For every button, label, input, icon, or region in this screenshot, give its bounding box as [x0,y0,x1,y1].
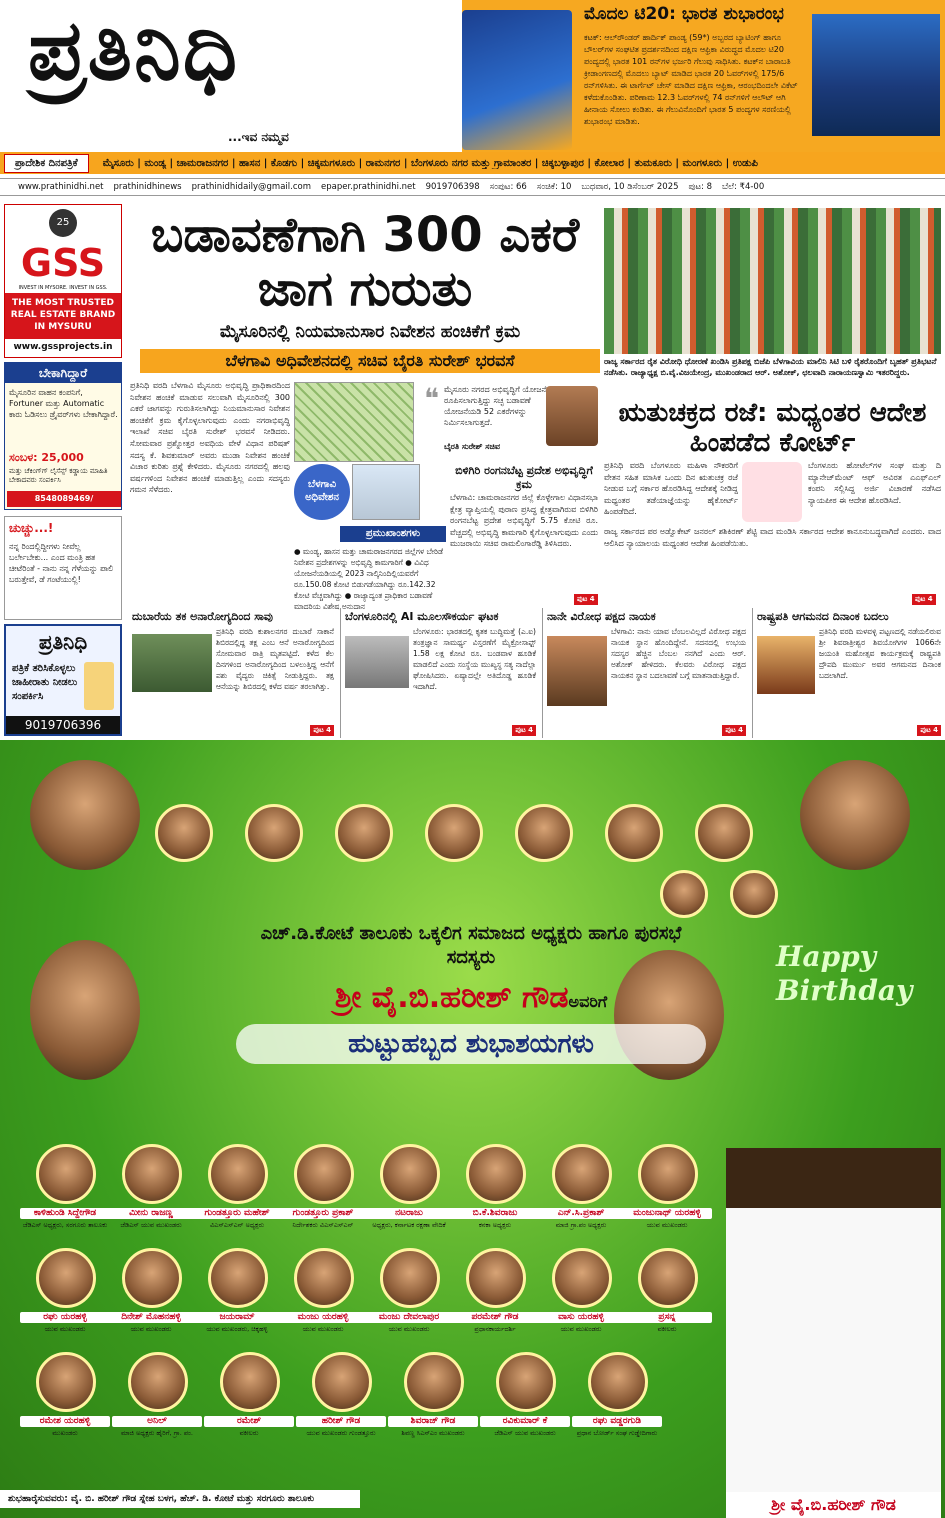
wisher-portrait [294,1144,354,1204]
page-tag[interactable]: ಪುಟ 4 [310,725,334,736]
wisher-portrait [208,1144,268,1204]
date: ಬುಧವಾರ, 10 ಡಿಸೆಂಬರ್ 2025 [581,182,679,192]
wisher-role: ಪ್ರಧಾನ ಬೋರ್ಡ್ ಸಂಘ ಗುಡ್ಡೇದಿಗಾರು [576,1429,658,1437]
price: ಬೆಲೆ: ₹4-00 [721,182,765,192]
portrait [515,804,573,862]
news-president[interactable] [752,608,945,738]
news-body: ಬೆಳಗಾವಿ: ನಾನು ಯಾವ ಬೆಂಬಲವಿಲ್ಲದೆ ವಿರೋಧ ಪಕ್ಷದ ನಾಯಕ ಸ್ಥಾನ ಹೊಂದಿದ್ದೇನೆ. ಸದನದಲ್ಲಿ ಉಭಯ ಸದಸ್ಯರ ಹೆಚ್ಚಿನ ಬೆಂಬಲ ನನಗಿದೆ ಎಂದು ಆರ್. ಅಶೋಕ್ ಹೇಳಿದರು. ಕೆಲವರು ವಿರೋಧ ಪಕ್ಷದ ನಾಯಕನ ಸ್ಥಾನ ಬದಲಾವಣೆ ಬಗ್ಗೆ ಮಾತನಾಡುತ್ತಿದ್ದಾರೆ. [611,627,746,680]
wisher-name: ಪ್ರಸನ್ನ [622,1312,712,1323]
page-tag[interactable]: ಪುಟ 4 [912,594,936,605]
leader-portrait [30,940,140,1080]
news-elephant[interactable] [128,608,338,738]
wisher-name: ಮಂಜುನಾಥ್ ಯರಹಳ್ಳಿ [622,1208,712,1219]
wisher-name: ಪರಮೇಶ್ ಗೌಡ [450,1312,540,1323]
wisher-portrait [220,1352,280,1412]
website-link[interactable]: www.prathinidhi.net [18,182,104,192]
subscription-ad-logo: ಪ್ರತಿನಿಧಿ [38,630,88,654]
wisher-portrait [638,1248,698,1308]
choku-body: ನನ್ನ ರಿಂದಲ್ಲಿದ್ದೀಗಳು ನೀವೆಲ್ಲ ಬರ್ಲೇಬೇಕು... ಎಂದ ಮಂತ್ರಿ ಹತ ಚೀಟೆರಿಂತೆ - ನಾನು ನನ್ನ ಗೆಳೆಯನ್ನು ಪಾಲಿ ಬರುತ್ತೇವೆ, ಡೆ ಗಂಟೆಯುಲ್ಲಿ! [9,542,114,584]
lead-subheadline-2: ಬೆಳಗಾವಿ ಅಧಿವೇಶನದಲ್ಲಿ ಸಚಿವ ಬೈರತಿ ಸುರೇಶ್ ಭರವಸೆ [140,349,600,373]
gss-logo: GSS [20,241,106,285]
wisher-name: ರಮೇಶ ಯರಹಳ್ಳಿ [20,1416,110,1427]
wisher-name: ರಮೇಶ್ [204,1416,294,1427]
wisher-name: ರಘು ಯರಹಳ್ಳಿ [20,1312,110,1323]
wisher-role: ಮುಖಂಡರು [52,1429,78,1437]
wisher-portrait [36,1352,96,1412]
newspaper-logo: ಪ್ರತಿನಿಧಿ [28,1,240,99]
happy-birthday-script: Happy Birthday [776,940,913,1007]
wisher-name: ಅನಿಲ್ [112,1416,202,1427]
wisher-name: ಶಿವರಾಜ್ ಗೌಡ [388,1416,478,1427]
gss-trust-banner: THE MOST TRUSTED REAL ESTATE BRAND IN MYSURU [5,293,121,339]
lead-headline[interactable]: ಬಡಾವಣೆಗಾಗಿ 300 ಎಕರೆ ಜಾಗ ಗುರುತು [150,207,580,317]
wishers-footer: ಶುಭಹಾರೈಸುವವರು: ವೈ. ಬಿ. ಹರೀಶ್ ಗೌಡ ಸ್ನೇಹ ಬಳಗ, ಹೆಚ್. ಡಿ. ಕೋಟೆ ಮತ್ತು ಸರಗೂರು ತಾಲೂಕು [0,1490,360,1508]
wisher-portrait [496,1352,556,1412]
email-link[interactable]: prathinidhidaily@gmail.com [191,182,311,192]
wisher-role: ಜೆಡಿಎಸ್ ಯುವ ಮುಖಂಡರು [120,1221,182,1229]
wisher-name: ಹರೀಶ್ ಗೌಡ [296,1416,386,1427]
cycle-leave-body-2: ಬೆಂಗಳೂರು ಹೋಟೆಲ್‌ಗಳ ಸಂಘ ಮತ್ತು ದಿ ಮ್ಯಾನೇಜ್‌ಮೆಂಟ್ ಆಫ್ ಅವಿರತ ಎಎಫ್‌ಎಲ್ ಕಂಪನಿ ಸಲ್ಲಿಸಿದ್ದ ಅರ್ಜಿ ವಿಚಾರಣೆ ನಡೆಸಿದ ನ್ಯಾಯಪೀಠ ಈ ಆದೇಶ ಹೊರಡಿಸಿದೆ. [808,461,941,505]
meeting-photo [345,636,409,688]
job-ad-body: ಮೈಸೂರಿನ ವಾಹನ ಕಂಪನಿಗೆ, Fortuner ಮತ್ತು Automatic ಕಾರು ಓಡಿಸಲು ಡ್ರೈವರ್‌ಗಳು ಬೇಕಾಗಿದ್ದಾರೆ. [9,388,118,419]
job-ad-phone: 8548089469/ 9164946160 [7,491,121,507]
wisher-portrait [552,1248,612,1308]
biligiri-body: ಬೆಳಗಾವಿ: ಚಾಮರಾಜನಗರ ಜಿಲ್ಲೆ ಕೊಳ್ಳೇಗಾಲ ವಿಧಾನಸಭಾ ಕ್ಷೇತ್ರ ವ್ಯಾಪ್ತಿಯಲ್ಲಿ ಪುರಾಣ ಪ್ರಸಿದ್ಧ ಕ್ಷೇತ್ರವಾಗಿರುವ ಬಿಳಿಗಿರಿ ರಂಗನಬೆಟ್ಟ ಪ್ರದೇಶ ಅಭಿವೃದ್ಧಿಗೆ 5.75 ಕೋಟಿ ರೂ. ವೆಚ್ಚದಲ್ಲಿ ಅಭಿವೃದ್ಧಿ ಕಾಮಗಾರಿ ಕೈಗೊಳ್ಳಲಾಗುವುದು ಎಂದು ಮುಜರಾಯಿ ಸಚಿವ ರಾಮಲಿಂಗಾರೆಡ್ಡಿ ತಿಳಿಸಿದರು. [450,493,598,549]
wisher-role: ಯುವ ಮುಖಂಡರು, ಚಿಕ್ಕಹಳ್ಳಿ [206,1325,268,1333]
job-ad-extra: ಮತ್ತು ಚೆಕಿಂಗ್‌ಗ್ ಲೈಸೆನ್ಸ್ ಕಡ್ಡಾಯ ಮಾಹಿತಿ ಬೇಕಾದವರು ಸಂಪರ್ಕಿಸಿ [9,467,108,484]
wisher-role: ಯುವ ಮುಖಂಡರು ಗುಂಡತ್ತೂರು [306,1429,376,1437]
news-headline[interactable]: ಬೆಂಗಳೂರಿನಲ್ಲಿ AI ಮೂಲಸೌಕರ್ಯ ಘಟಕ [345,610,499,623]
wisher-name: ಬಿ.ಕೆ.ಶಿವರಾಜು [450,1208,540,1219]
news-headline[interactable]: ನಾನೇ ವಿರೋಧ ಪಕ್ಷದ ನಾಯಕ [547,610,656,623]
masthead [0,0,945,152]
wisher-portrait [128,1352,188,1412]
issue: ಸಂಚಿಕೆ: 10 [536,182,572,192]
layout-aerial-image [294,382,414,462]
subscription-ad[interactable] [4,624,122,736]
wisher-portrait [208,1248,268,1308]
gss-subtitle: INVEST IN MYSORE. INVEST IN GSS. [18,285,108,291]
minister-photo [546,386,598,446]
wisher-role: ಜೆಡಿಎಸ್ ಅಧ್ಯಕ್ಷರು, ಸರಗೂರು ತಾಲೂಕು [22,1221,108,1229]
wisher-role: ವಕೀಲರು [239,1429,259,1437]
info-bar [0,178,945,196]
cycle-leave-headline[interactable]: ಋತುಚಕ್ರದ ರಜೆ: ಮಧ್ಯಂತರ ಆದೇಶ ಹಿಂಪಡೆದ ಕೋರ್ಟ್ [618,398,927,458]
subscription-ad-body: ಪತ್ರಿಕೆ ತರಿಸಿಕೊಳ್ಳಲು ಜಾಹೀರಾತು ನೀಡಲು ಸಂಪರ್ಕಿಸಿ [12,663,78,702]
wisher-role: ಯುವ ಮುಖಂಡರು [44,1325,86,1333]
news-body: ಪ್ರತಿನಿಧಿ ವರದಿ ಮಳವಳ್ಳಿ ಪಟ್ಟಣದಲ್ಲಿ ನಡೆಯಲಿರುವ ಶ್ರೀ ಶಿವರಾತ್ರೀಶ್ವರ ಶಿವಯೋಗಿಗಳ 1066ನೇ ಜಯಂತಿ ಮಹೋತ್ಸವ ಕಾರ್ಯಕ್ರಮಕ್ಕೆ ರಾಷ್ಟ್ರಪತಿ ದ್ರೌಪದಿ ಮುರ್ಮು ಅವರ ಆಗಮನದ ದಿನಾಂಕ ಬದಲಾಗಿದೆ. [819,627,941,680]
wisher-role: ಪ್ರಧಾನಕಾರ್ಯದರ್ಶಿ [474,1325,516,1333]
wisher-portrait [122,1144,182,1204]
protest-caption: ರಾಜ್ಯ ಸರ್ಕಾರದ ರೈತ ವಿರೋಧಿ ಧೋರಣೆ ಖಂಡಿಸಿ ಪ್ರತಿಪಕ್ಷ ಬಿಜೆಪಿ ಬೆಳಗಾವಿಯ ಮಾಲಿನಿ ಸಿಟಿ ಬಳಿ ರೈತರೊಂದಿಗೆ ಬೃಹತ್ ಪ್ರತಿಭಟನೆ ನಡೆಸಿತು. ರಾಜ್ಯಾಧ್ಯಕ್ಷ ಬಿ.ವೈ.ವಿಜಯೇಂದ್ರ, ಮುಖಂಡರಾದ ಆರ್. ಅಶೋಕ್, ಛಲವಾದಿ ನಾರಾಯಣಸ್ವಾಮಿ ಇತರರಿದ್ದರು. [604,357,937,377]
cycle-leave-body-3: ರಾಜ್ಯ ಸರ್ಕಾರದ ಪರ ಅಡ್ವೊಕೇಟ್ ಜನರಲ್ ಶಶಿಕಿರಣ್ ಶೆಟ್ಟಿ ವಾದ ಮಂಡಿಸಿ ಸರ್ಕಾರದ ಆದೇಶ ಕಾನೂನುಬದ್ಧವಾಗಿದೆ ಎಂದರು. ವಾದ ಆಲಿಸಿದ ನ್ಯಾಯಾಲಯ ಮಧ್ಯಂತರ ಆದೇಶ ಹಿಂಪಡೆಯಿತು. [604,527,941,548]
job-ad[interactable] [4,362,122,519]
gss-url[interactable]: www.gssprojects.in [13,342,113,352]
news-opposition[interactable] [542,608,750,738]
news-body: ಪ್ರತಿನಿಧಿ ವರದಿ ಕುಶಾಲನಗರ ದುಬಾರೆ ಸಾಕಾನೆ ಶಿಬಿರದಲ್ಲಿದ್ದ ತಕ್ಷ ಎಂಬ ಆನೆ ಅನಾರೋಗ್ಯದಿಂದ ಸೋಮವಾರ ರಾತ್ರಿ ಮೃತಪಟ್ಟಿದೆ. ಕಳೆದ ಕೆಲ ದಿನಗಳಿಂದ ಅನಾರೋಗ್ಯದಿಂದ ಬಳಲುತ್ತಿದ್ದ ಆನೆಗೆ ಪಶು ವೈದ್ಯರು ಚಿಕಿತ್ಸೆ ನೀಡುತ್ತಿದ್ದರು. ತಕ್ಷ ಆನೆಯನ್ನು ಶಿಬಿರದಲ್ಲಿ ಕಳೆದ ವರ್ಷ ತರಲಾಗಿತ್ತು. [216,627,334,691]
wisher-role: ಮಾಜಿ ಗ್ರಾ.ಪಂ ಅಧ್ಯಕ್ಷರು [555,1221,607,1229]
highlights-head: ಪ್ರಮುಖಾಂಶಗಳು [340,526,446,542]
news-headline[interactable]: ರಾಷ್ಟ್ರಪತಿ ಆಗಮನದ ದಿನಾಂಕ ಬದಲು [757,610,889,623]
wisher-name: ಎನ್.ಸಿ.ಪ್ರಕಾಶ್ [536,1208,626,1219]
wisher-name: ದಿನೇಶ್ ಮೊಹನಹಳ್ಳಿ [106,1312,196,1323]
district-bar [0,152,945,174]
newspaper-icon [84,662,114,710]
top-story-title[interactable]: ಮೊದಲ ಟಿ20: ಭಾರತ ಶುಭಾರಂಭ [584,4,784,24]
portrait [335,804,393,862]
wisher-portrait [122,1248,182,1308]
wisher-role: ಅಧ್ಯಕ್ಷರು, ಕರ್ನಾಟಕ ರಕ್ಷಣಾ ವೇದಿಕೆ [372,1221,446,1229]
page-tag[interactable]: ಪುಟ 4 [722,725,746,736]
biligiri-headline[interactable]: ಬಿಳಿಗಿರಿ ರಂಗನಬೆಟ್ಟ ಪ್ರದೇಶ ಅಭಿವೃದ್ಧಿಗೆ ಕ್ರಮ [455,464,593,491]
menstrual-illustration [742,462,802,522]
cricketer-photo [462,10,572,150]
wisher-name: ಜಯರಾಮ್ [192,1312,282,1323]
choku-box [4,516,122,620]
job-ad-salary: ಸಂಬಳ: 25,000 [9,451,84,464]
team-photo [812,14,940,136]
elephant-photo [132,634,212,692]
wisher-role: ಮಾಜಿ ಅಧ್ಯಕ್ಷರು ಹೈರಿಗೆ, ಗ್ರಾ. ಪಂ. [121,1429,193,1437]
suvarna-soudha-image [352,464,420,520]
wisher-portrait [552,1144,612,1204]
wisher-portrait [466,1144,526,1204]
birthday-avarige: ಅವರಿಗೆ [568,992,608,1011]
hero-portrait [726,1148,941,1498]
hero-name: ಶ್ರೀ ವೈ.ಬಿ.ಹರೀಶ್ ಗೌಡ [726,1492,941,1518]
wisher-name: ಗುಂಡತ್ತೂರು ಪ್ರಕಾಶ್ [278,1208,368,1219]
lead-body: ಪ್ರತಿನಿಧಿ ವರದಿ ಬೆಳಗಾವಿ ಮೈಸೂರು ಅಭಿವೃದ್ಧಿ ಪ್ರಾಧಿಕಾರದಿಂದ ನಿವೇಶನ ಹಂಚಿಕೆ ಮಾಡುವ ಸಲುವಾಗಿ ಮೈಸೂರಿನಲ್ಲಿ 300 ಎಕರೆ ಜಾಗವನ್ನು ಗುರುತಿಸಲಾಗಿದ್ದು ನಿಯಮಾನುಸಾರ ನಿವೇಶನ ಹಂಚಿಕೆಗೆ ಕ್ರಮ ಕೈಗೊಳ್ಳಲಾಗುವುದು ಎಂದು ನಗರಾಭಿವೃದ್ಧಿ ಇಲಾಖೆ ಸಚಿವ ಬೈರತಿ ಸುರೇಶ್ ಭರವಸೆ ನೀಡಿದರು. ಸೋಮವಾರ ಪ್ರಶ್ನೋತ್ತರ ಅವಧಿಯ ವೇಳೆ ವಿಧಾನ ಪರಿಷತ್ ಸದಸ್ಯ ಕೆ. ಶಿವಕುಮಾರ್ ಅವರು ಮುಡಾ ನಿವೇಶನ ಹಂಚಿಕೆ ವಿಚಾರ ಕುರಿತು ಪ್ರಶ್ನೆ ಕೇಳಿದರು. ಮೈಸೂರು ನಗರದಲ್ಲಿ ಹಲವು ವರ್ಷಗಳಿಂದ ನಿವೇಶನ ಹಂಚಿಕೆ ಮಾಡುತ್ತಿಲ್ಲ ಎಂದು ಸದಸ್ಯರು ಗಮನ ಸೆಳೆದರು. [130,381,290,495]
portrait [425,804,483,862]
wisher-name: ರಘು ವಡ್ಡರಗುಡಿ [572,1416,662,1427]
wisher-role: ವಿಎಸ್ಎಸ್‌ಎನ್ ಅಧ್ಯಕ್ಷರು [209,1221,265,1229]
page-tag[interactable]: ಪುಟ 4 [574,594,598,605]
cycle-leave-body: ಪ್ರತಿನಿಧಿ ವರದಿ ಬೆಂಗಳೂರು ಮಹಿಳಾ ನೌಕರರಿಗೆ ವೇತನ ಸಹಿತ ಮಾಸಿಕ ಒಂದು ದಿನ ಋತುಚಕ್ರ ರಜೆ ನೀಡುವ ಬಗ್ಗೆ ಸರ್ಕಾರ ಹೊರಡಿಸಿದ್ದ ಆದೇಶಕ್ಕೆ ನೀಡಿದ್ದ ಮಧ್ಯಂತರ ತಡೆಯಾಜ್ಞೆಯನ್ನು ಹೈಕೋರ್ಟ್ ಹಿಂಪಡೆದಿದೆ. [604,461,738,517]
wisher-name: ವಾಸು ಯರಹಳ್ಳಿ [536,1312,626,1323]
gss-ad[interactable] [4,204,122,358]
wisher-role: ಯುವ ಮುಖಂಡರು [646,1221,688,1229]
social-handle[interactable]: prathinidhinews [113,182,182,192]
leader-portrait [30,760,140,870]
birthday-ad[interactable] [0,740,945,1518]
top-story-body: ಕಟಕ್: ಆಲ್‌ರೌಂಡರ್ ಹಾರ್ದಿಕ್ ಪಾಂಡ್ಯ (59*) ಅಬ್ಬರದ ಬ್ಯಾಟಿಂಗ್ ಹಾಗೂ ಬೌಲರ್‌ಗಳ ಸಂಘಟಿತ ಪ್ರದರ್ಶನದಿಂದ ದಕ್ಷಿಣ ಆಫ್ರಿಕಾ ವಿರುದ್ಧದ ಮೊದಲ ಟಿ20 ಪಂದ್ಯದಲ್ಲಿ ಭಾರತ 101 ರನ್‌ಗಳ ಭರ್ಜರಿ ಗೆಲುವು ಸಾಧಿಸಿತು. ಕಟಕ್‌ನ ಬಾರಾಬತಿ ಕ್ರೀಡಾಂಗಣದಲ್ಲಿ ಮೊದಲು ಬ್ಯಾಟ್ ಮಾಡಿದ ಭಾರತ 20 ಓವರ್‌ಗಳಲ್ಲಿ 175/6 ರನ್‌ಗಳಿಸಿತು. ಈ ಟಾರ್ಗೆಟ್ ಚೇಸ್ ಮಾಡಿದ ದಕ್ಷಿಣ ಆಫ್ರಿಕಾ, ಆರಂಭದಿಂದಲೇ ವಿಕೆಟ್ ಕಳೆದುಕೊಂಡಿತು. ಪರಿಣಾಮ 12.3 ಓವರ್‌ಗಳಲ್ಲಿ 74 ರನ್‌ಗಳಿಗೆ ಆಲೌಟ್ ಆಗಿ ಹೀನಾಯ ಸೋಲು ಕಂಡಿತು. ಈ ಗೆಲುವಿನೊಂದಿಗೆ ಭಾರತ 5 ಪಂದ್ಯಗಳ ಸರಣಿಯಲ್ಲಿ ಶುಭಾರಂಭ ಮಾಡಿತು. [584,33,798,126]
portrait [695,804,753,862]
wisher-role: ಯುವ ಮುಖಂಡರು [302,1325,344,1333]
quote-box [422,382,598,458]
page-tag[interactable]: ಪುಟ 4 [917,725,941,736]
protest-photo [604,208,941,354]
president-photo [757,636,815,694]
choku-title: ಚುಚ್ಚು...! [9,521,54,535]
wisher-portrait [638,1144,698,1204]
wisher-portrait [36,1144,96,1204]
job-ad-head: ಬೇಕಾಗಿದ್ದಾರೆ [5,363,121,383]
district-list: ಮೈಸೂರು | ಮಂಡ್ಯ | ಚಾಮರಾಜನಗರ | ಹಾಸನ | ಕೊಡಗು | ಚಿಕ್ಕಮಗಳೂರು | ರಾಮನಗರ | ಬೆಂಗಳೂರು ನಗರ ಮತ್ತು ಗ್ರಾಮಾಂತರ | ಚಿಕ್ಕಬಳ್ಳಾಪುರ | ಕೋಲಾರ | ತುಮಕೂರು | ಮಂಗಳೂರು | ಉಡುಪಿ [102,157,758,169]
phone-number: 9019706398 [425,182,480,192]
tagline: ...ಇವ ನಮ್ಮವ [228,130,289,144]
news-body: ಬೆಂಗಳೂರು: ಭಾರತದಲ್ಲಿ ಕೃತಕ ಬುದ್ಧಿಮತ್ತೆ (ಎ.ಐ) ತಂತ್ರಜ್ಞಾನ ಸಾಮರ್ಥ್ಯ ವಿಸ್ತರಣೆಗೆ ಮೈಕ್ರೋಸಾಫ್ಟ್ 1.58 ಲಕ್ಷ ಕೋಟಿ ರೂ. ಬಂಡವಾಳ ಹೂಡಿಕೆ ಮಾಡಲಿದೆ ಎಂದು ಸಂಸ್ಥೆಯ ಮುಖ್ಯಸ್ಥ ಸತ್ಯ ನಾದೆಲ್ಲಾ ಘೋಷಿಸಿದರು. ಏಷ್ಯಾದಲ್ಲೇ ಅತಿದೊಡ್ಡ ಹೂಡಿಕೆ ಇದಾಗಿದೆ. [413,627,536,691]
lead-subheadline: ಮೈಸೂರಿನಲ್ಲಿ ನಿಯಮಾನುಸಾರ ನಿವೇಶನ ಹಂಚಿಕೆಗೆ ಕ್ರಮ [219,322,521,342]
wisher-portrait [312,1352,372,1412]
wisher-portrait [404,1352,464,1412]
wisher-role: ಯುವ ಮುಖಂಡರು [130,1325,172,1333]
wisher-role: ಯುವ ಮುಖಂಡರು [560,1325,602,1333]
wisher-portrait [380,1248,440,1308]
wisher-portrait [36,1248,96,1308]
wisher-role: ಕನಕಾ ಅಧ್ಯಕ್ಷರು [478,1221,512,1229]
top-story-box[interactable] [462,0,945,152]
wisher-name: ಮಂಜು ಯರಹಳ್ಳಿ [278,1312,368,1323]
wisher-portrait [466,1248,526,1308]
wisher-name: ನಟರಾಜು [364,1208,454,1219]
wisher-portrait [588,1352,648,1412]
portrait [660,870,708,918]
leader-photo [547,636,607,706]
wisher-role: ಜೆಡಿಎಸ್ ಯುವ ಮುಖಂಡರು [494,1429,556,1437]
district-bar-label: ಪ್ರಾದೇಶಿಕ ದಿನಪತ್ರಿಕೆ [4,154,89,173]
wisher-role: ಯುವ ಮುಖಂಡರು [388,1325,430,1333]
news-headline[interactable]: ದುಬಾರೆಯ ತಕ ಅನಾರೋಗ್ಯದಿಂದ ಸಾವು [132,610,273,623]
wisher-name: ಕಾಳಿಹುಂಡಿ ಸಿದ್ದೇಗೌಡ [20,1208,110,1219]
birthday-heading: ಎಚ್.ಡಿ.ಕೋಟೆ ತಾಲೂಕು ಒಕ್ಕಲಿಗ ಸಮಾಜದ ಅಧ್ಯಕ್ಷರು ಹಾಗೂ ಪುರಸಭೆ ಸದಸ್ಯರು [260,923,682,968]
wisher-portrait [380,1144,440,1204]
highlights-body: ● ಮಂಡ್ಯ, ಹಾಸನ ಮತ್ತು ಚಾಮರಾಜನಗರದ ಜಿಲ್ಲೆಗಳ ಬೇರಿಡೆ ನಿವೇಶನ ಪ್ರದೇಶಗಳನ್ನು ಅಭಿವೃದ್ಧಿ ಕಾಮಗಾರಿಗೆ ● ವಿವಿಧ ಯೋಜನೆಯಡಿಯಲ್ಲಿ 2023 ನಾಲ್ಕಿನಿಂದಿಲ್ಲಿಯವರೆಗೆ ರೂ.150.08 ಕೋಟಿ ಬಿಡುಗಡೆಯಾಗಿದ್ದು ರೂ.142.32 ಕೋಟಿ ವೆಚ್ಚವಾಗಿದ್ದು ● ರಾಜ್ಯಾದ್ಯಂತ ಪ್ರಾಧಿಕಾರ ಬಡಾವಣೆ ಮಾದರಿಯ ವಿಶೇಷ ಅನುದಾನ [294,547,444,611]
wisher-name: ಮೀನು ರಾಜಣ್ಣ [106,1208,196,1219]
birthday-name-text: ಶ್ರೀ ವೈ.ಬಿ.ಹರೀಶ್ ಗೌಡ [334,980,569,1015]
volume: ಸಂಪುಟ: 66 [489,182,527,192]
wisher-name: ಮಂಜು ದೇವಲಾಪುರ [364,1312,454,1323]
birthday-wish: ಹುಟ್ಟುಹಬ್ಬದ ಶುಭಾಶಯಗಳು [236,1024,706,1064]
epaper-link[interactable]: epaper.prathinidhi.net [321,182,416,192]
portrait [730,870,778,918]
wisher-role: ವಕೀಲರು [657,1325,677,1333]
highlights-box [294,526,446,616]
quote-text: ಮೈಸೂರು ನಗರದ ಅಭಿವೃದ್ಧಿಗೆ ಯೋಜನೆ ರೂಪಿಸಲಾಗುತ್ತಿದ್ದು ಸಚ್ಛ ಬಡಾವಣೆ ಯೋಜನೆಯಡಿ 52 ಎಕರೆಗಳನ್ನು ನಿರ್ಮಿಸಲಾಗುತ್ತದೆ. [444,385,547,427]
news-ai[interactable] [340,608,540,738]
wisher-portrait [294,1248,354,1308]
wisher-name: ರವಿಕುಮಾರ್ ಕೆ [480,1416,570,1427]
birthday-name [236,980,706,1015]
subscription-ad-phone: 9019706396 [6,716,120,734]
quote-mark-icon: ❝ [424,382,440,415]
leader-portrait [800,760,910,870]
wisher-name: ಗುಂಡತ್ತೂರು ಮಹೇಶ್ [192,1208,282,1219]
page-count: ಪುಟ: 8 [688,182,712,192]
portrait [245,804,303,862]
wisher-role: ಶಿವಣ್ಣ ಸಿಎಸ್‌ಎಂ ಮುಖಂಡರು [401,1429,465,1437]
quote-author: ಬೈರತಿ ಸುರೇಶ್ ಸಚಿವ [444,442,501,451]
wisher-role: ನಿರ್ದೇಶಕರು ವಿಎಸ್ಎಸ್‌ಎನ್ [292,1221,354,1229]
page-tag[interactable]: ಪುಟ 4 [512,725,536,736]
belagavi-session-badge: ಬೆಳಗಾವಿ ಅಧಿವೇಶನ [294,464,350,520]
anniversary-badge: 25 [49,209,77,237]
portrait [605,804,663,862]
portrait [155,804,213,862]
